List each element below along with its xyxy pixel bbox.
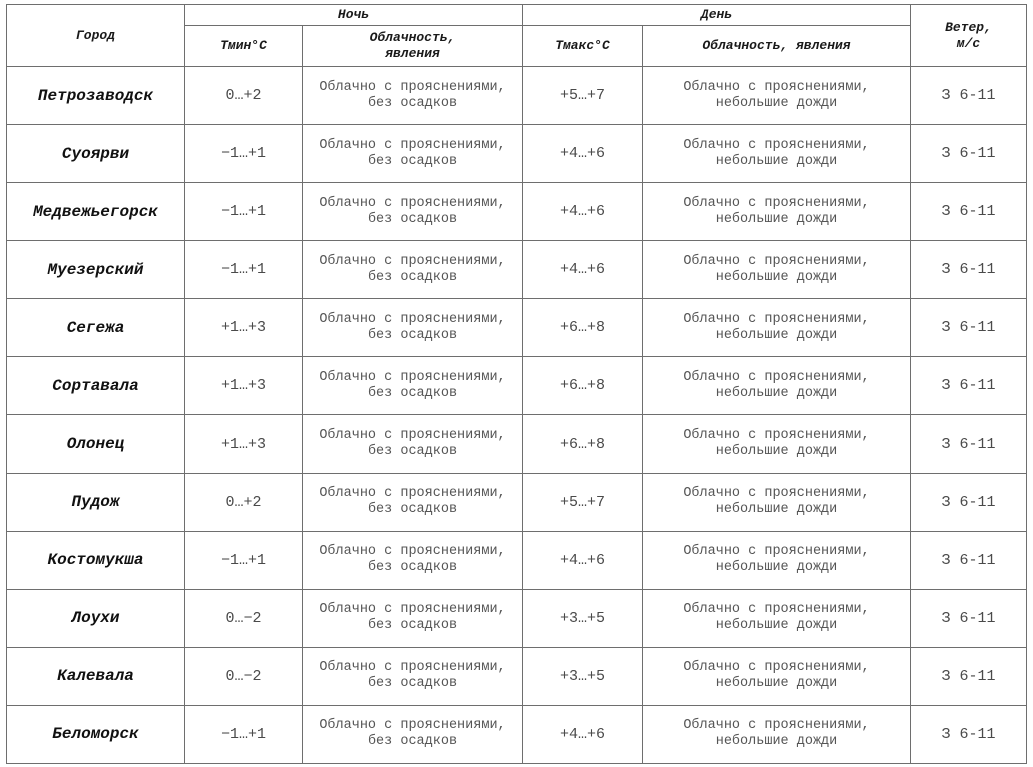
night-temperature: −1…+1 (185, 241, 303, 299)
city-name: Костомукша (7, 531, 185, 589)
table-row (7, 241, 1027, 299)
night-temperature: −1…+1 (185, 705, 303, 763)
table-row (7, 589, 1027, 647)
day-conditions: Облачно с прояснениями, небольшие дожди (643, 125, 911, 183)
wind: З 6-11 (911, 531, 1027, 589)
night-conditions: Облачно с прояснениями, без осадков (303, 647, 523, 705)
wind: З 6-11 (911, 125, 1027, 183)
night-conditions: Облачно с прояснениями, без осадков (303, 589, 523, 647)
city-name: Сортавала (7, 357, 185, 415)
day-conditions: Облачно с прояснениями, небольшие дожди (643, 183, 911, 241)
header-tmin: Тмин°С (185, 26, 303, 67)
day-temperature: +5…+7 (523, 67, 643, 125)
day-conditions: Облачно с прояснениями, небольшие дожди (643, 357, 911, 415)
city-name: Сегежа (7, 299, 185, 357)
day-temperature: +4…+6 (523, 183, 643, 241)
day-temperature: +5…+7 (523, 473, 643, 531)
day-conditions: Облачно с прояснениями, небольшие дожди (643, 705, 911, 763)
day-temperature: +4…+6 (523, 705, 643, 763)
wind: З 6-11 (911, 357, 1027, 415)
city-name: Калевала (7, 647, 185, 705)
wind: З 6-11 (911, 589, 1027, 647)
wind: З 6-11 (911, 67, 1027, 125)
city-name: Муезерский (7, 241, 185, 299)
wind: З 6-11 (911, 473, 1027, 531)
header-day: День (523, 5, 911, 26)
night-conditions: Облачно с прояснениями, без осадков (303, 473, 523, 531)
header-night-cloudiness: Облачность, явления (303, 26, 523, 67)
table-row (7, 183, 1027, 241)
header-day-cloudiness: Облачность, явления (643, 26, 911, 67)
day-temperature: +6…+8 (523, 299, 643, 357)
night-temperature: +1…+3 (185, 415, 303, 473)
wind: З 6-11 (911, 241, 1027, 299)
night-conditions: Облачно с прояснениями, без осадков (303, 67, 523, 125)
city-name: Пудож (7, 473, 185, 531)
table-row (7, 647, 1027, 705)
city-name: Лоухи (7, 589, 185, 647)
day-temperature: +3…+5 (523, 589, 643, 647)
wind: З 6-11 (911, 183, 1027, 241)
day-temperature: +6…+8 (523, 357, 643, 415)
city-name: Медвежьегорск (7, 183, 185, 241)
night-conditions: Облачно с прояснениями, без осадков (303, 241, 523, 299)
day-temperature: +4…+6 (523, 241, 643, 299)
night-conditions: Облачно с прояснениями, без осадков (303, 299, 523, 357)
night-temperature: +1…+3 (185, 357, 303, 415)
night-temperature: −1…+1 (185, 531, 303, 589)
header-tmax: Тмакс°С (523, 26, 643, 67)
table-row (7, 357, 1027, 415)
day-conditions: Облачно с прояснениями, небольшие дожди (643, 473, 911, 531)
city-name: Беломорск (7, 705, 185, 763)
header-night: Ночь (185, 5, 523, 26)
night-conditions: Облачно с прояснениями, без осадков (303, 531, 523, 589)
table-row (7, 415, 1027, 473)
day-conditions: Облачно с прояснениями, небольшие дожди (643, 531, 911, 589)
night-temperature: 0…+2 (185, 473, 303, 531)
city-name: Олонец (7, 415, 185, 473)
wind: З 6-11 (911, 299, 1027, 357)
night-conditions: Облачно с прояснениями, без осадков (303, 125, 523, 183)
day-conditions: Облачно с прояснениями, небольшие дожди (643, 647, 911, 705)
table-row (7, 705, 1027, 763)
night-temperature: 0…+2 (185, 67, 303, 125)
day-conditions: Облачно с прояснениями, небольшие дожди (643, 241, 911, 299)
night-conditions: Облачно с прояснениями, без осадков (303, 705, 523, 763)
day-temperature: +6…+8 (523, 415, 643, 473)
day-temperature: +4…+6 (523, 125, 643, 183)
wind: З 6-11 (911, 705, 1027, 763)
night-temperature: −1…+1 (185, 183, 303, 241)
table-row (7, 125, 1027, 183)
table-row (7, 473, 1027, 531)
day-conditions: Облачно с прояснениями, небольшие дожди (643, 589, 911, 647)
header-wind: Ветер, м/с (911, 5, 1027, 67)
day-conditions: Облачно с прояснениями, небольшие дожди (643, 415, 911, 473)
table-row (7, 67, 1027, 125)
city-name: Петрозаводск (7, 67, 185, 125)
city-name: Суоярви (7, 125, 185, 183)
night-conditions: Облачно с прояснениями, без осадков (303, 183, 523, 241)
day-conditions: Облачно с прояснениями, небольшие дожди (643, 67, 911, 125)
night-temperature: 0…−2 (185, 589, 303, 647)
weather-forecast-table (6, 4, 1027, 764)
day-temperature: +4…+6 (523, 531, 643, 589)
day-conditions: Облачно с прояснениями, небольшие дожди (643, 299, 911, 357)
night-temperature: 0…−2 (185, 647, 303, 705)
table-row (7, 299, 1027, 357)
wind: З 6-11 (911, 647, 1027, 705)
wind: З 6-11 (911, 415, 1027, 473)
night-conditions: Облачно с прояснениями, без осадков (303, 357, 523, 415)
night-temperature: +1…+3 (185, 299, 303, 357)
day-temperature: +3…+5 (523, 647, 643, 705)
forecast-rows (7, 67, 1027, 764)
night-temperature: −1…+1 (185, 125, 303, 183)
header-city: Город (7, 5, 185, 67)
table-row (7, 531, 1027, 589)
night-conditions: Облачно с прояснениями, без осадков (303, 415, 523, 473)
